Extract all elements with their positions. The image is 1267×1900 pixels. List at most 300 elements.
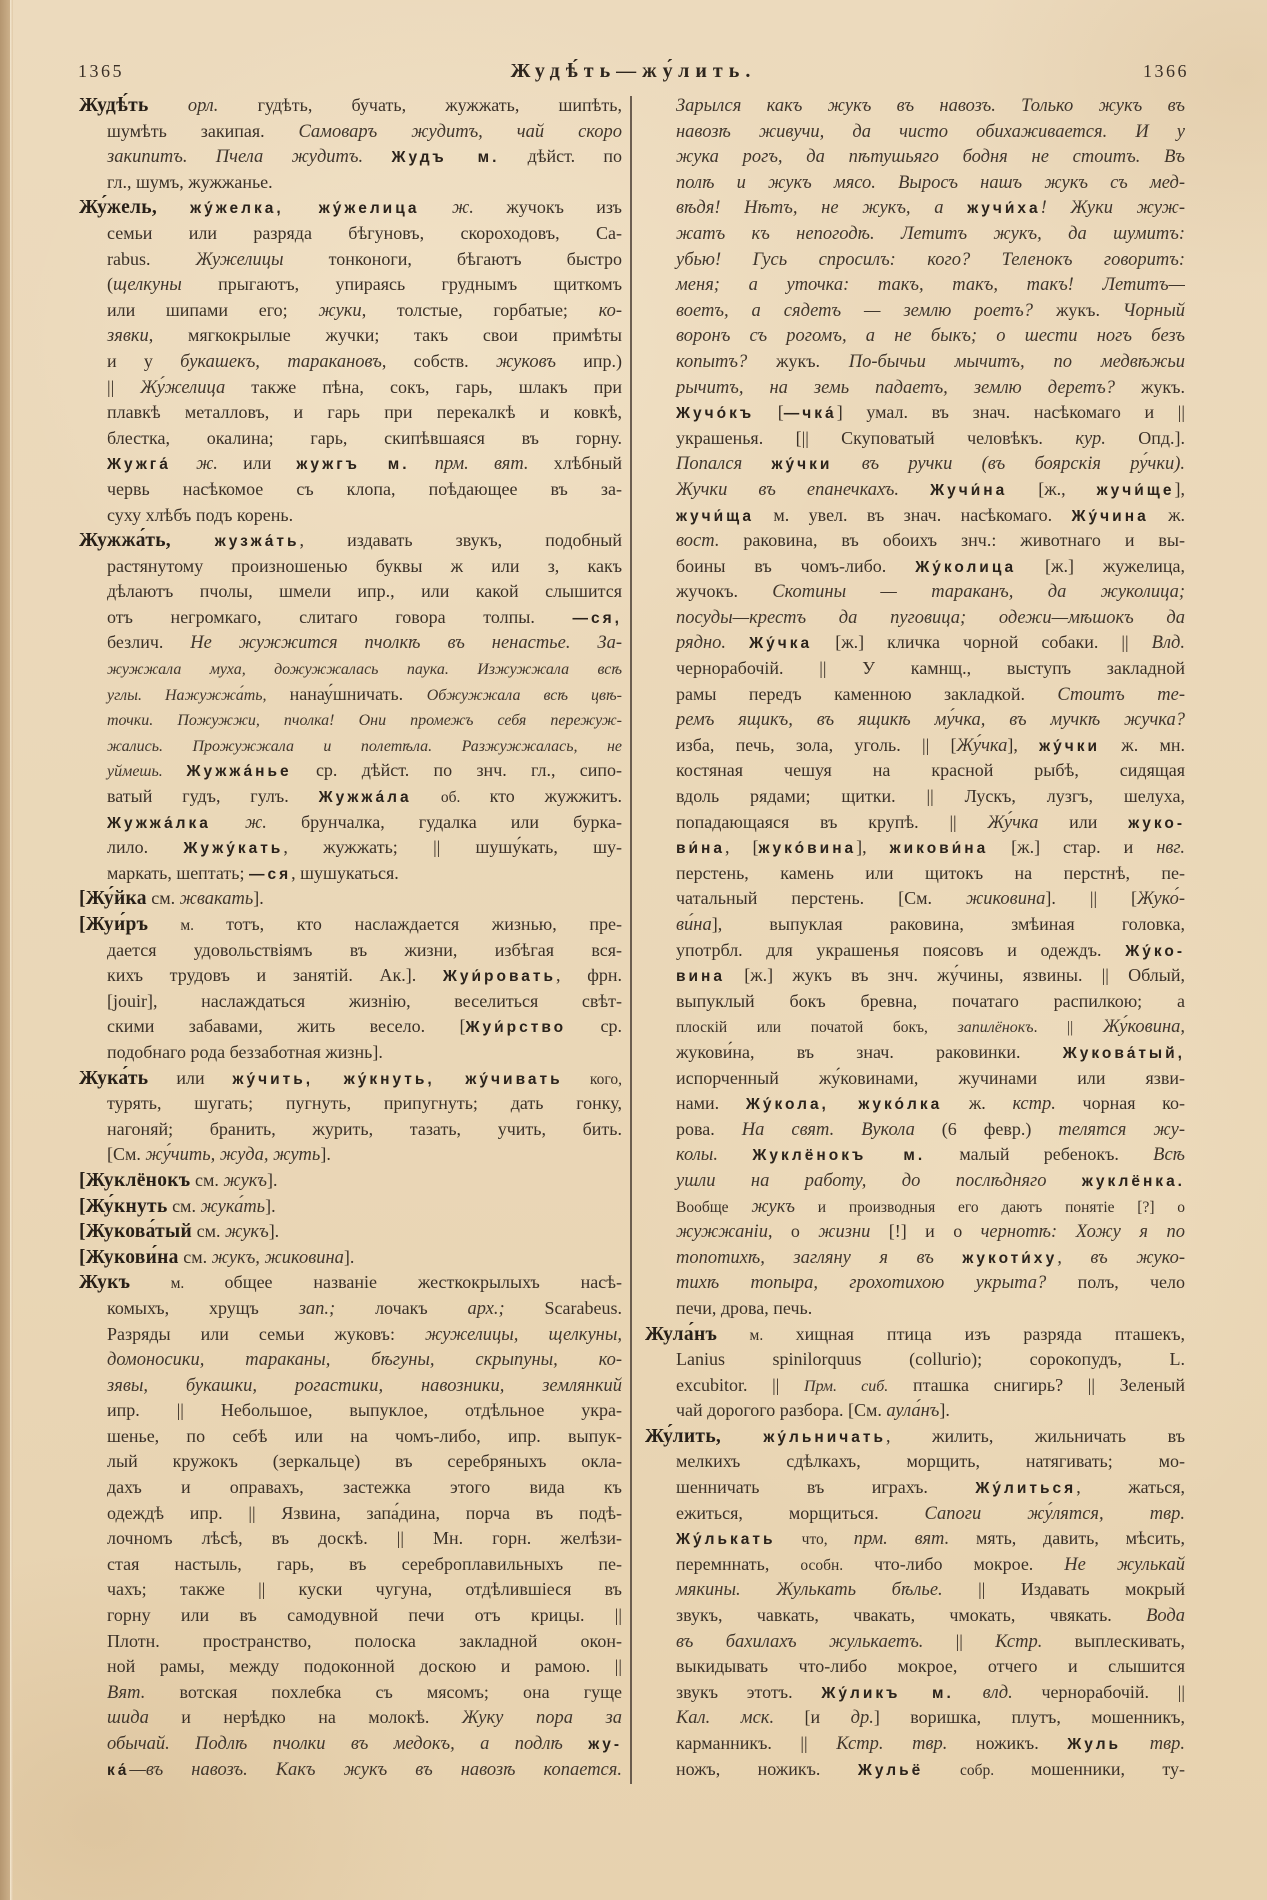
italic-text: Всѣ bbox=[1153, 1145, 1185, 1166]
body-text: брунчалка, гудалка или бурка- bbox=[301, 811, 622, 832]
italic-text: домоносики, тараканы, бѣгуны, скрыпуны, ко- bbox=[107, 1350, 622, 1371]
body-text: || Издавать мокрый bbox=[942, 1579, 1185, 1600]
italic-text: жука рогъ, да пѣтушьяго бодня не стоитъ. Въ bbox=[676, 147, 1185, 168]
text-line bbox=[645, 989, 1185, 1015]
body-text: Scarabeus. bbox=[504, 1297, 622, 1318]
italic-text: въ бахилахъ жулькаетъ. bbox=[676, 1631, 924, 1652]
body-text: рова. bbox=[676, 1118, 742, 1139]
entry-first-line bbox=[645, 1424, 1185, 1450]
sub-headword: жу́чки bbox=[1039, 737, 1101, 755]
body-text: [ж.] жукъ въ знч. жу́чины, язвины. || Облый, bbox=[725, 965, 1185, 986]
body-text: rabus. bbox=[107, 248, 196, 269]
text-line bbox=[645, 1014, 1185, 1040]
example-text: уймешь. bbox=[107, 763, 187, 781]
italic-text: полѣ и жукъ мясо. Выросъ нашъ жукъ съ мед- bbox=[676, 172, 1185, 193]
body-text: ] воришка, плутъ, мошенникъ, bbox=[873, 1707, 1185, 1728]
body-text: чернорабочій. || У камнщ., выступъ закладной bbox=[676, 658, 1185, 679]
sub-headword: Жукова́тый, bbox=[1062, 1044, 1185, 1062]
text-line bbox=[645, 938, 1185, 964]
text-line bbox=[645, 451, 1185, 477]
italic-text: жужжаніи bbox=[676, 1222, 768, 1243]
abbreviation-text: м. bbox=[148, 917, 227, 934]
text-line bbox=[645, 1219, 1185, 1245]
italic-text: Вода bbox=[1146, 1606, 1185, 1627]
body-text: || bbox=[107, 376, 141, 397]
body-text: рамы передъ каменною закладкой. bbox=[676, 683, 1058, 704]
text-line bbox=[79, 1680, 622, 1706]
entry-first-line bbox=[79, 912, 622, 938]
text-line bbox=[79, 682, 622, 708]
body-text: кто жужжитъ. bbox=[489, 786, 622, 807]
body-text: дается удовольствіямъ въ жизни, избѣгая вся- bbox=[107, 939, 622, 960]
italic-text: щелкуны bbox=[113, 275, 182, 296]
text-line bbox=[645, 835, 1185, 861]
text-line bbox=[79, 1091, 622, 1117]
body-text: чатальный перстень. [См. bbox=[676, 888, 966, 909]
italic-text: кстр. bbox=[1012, 1094, 1056, 1115]
body-text: шенье, по себѣ или на чомъ-либо, ипр. выпук- bbox=[107, 1425, 622, 1446]
abbreviation-text: об. bbox=[411, 789, 490, 807]
italic-text: посуды—крестъ да пуговица; одежи—мѣшокъ да bbox=[676, 607, 1185, 628]
body-text: пташка снигирь? || Зеленый bbox=[888, 1374, 1185, 1395]
text-line bbox=[645, 1347, 1185, 1373]
italic-text: рычитъ, на земь падаетъ, землю деретъ? bbox=[676, 377, 1141, 398]
italic-text: жвакать bbox=[179, 889, 254, 910]
italic-text: Зарылся какъ жукъ въ навозъ. Только жукъ въ bbox=[676, 96, 1185, 116]
body-text: ], выпуклая раковина, змѣиная головка, bbox=[711, 914, 1185, 934]
text-line bbox=[645, 1296, 1185, 1322]
body-text: ж. bbox=[1148, 504, 1185, 525]
sub-headword: Жучи́на bbox=[930, 481, 1008, 499]
italic-text: Скотины — тараканъ, да жуколица; bbox=[772, 582, 1185, 603]
entry-first-line bbox=[79, 1066, 622, 1092]
italic-text: жукъ bbox=[223, 1170, 268, 1191]
body-text: кихъ трудовъ и занятій. Ак.]. bbox=[107, 965, 443, 986]
body-text: Опд.]. bbox=[1105, 427, 1185, 448]
sub-headword: жу́чить, жу́кнуть, жу́чивать bbox=[232, 1070, 563, 1088]
right-text-column bbox=[645, 93, 1185, 1782]
text-line bbox=[645, 1142, 1185, 1168]
text-line bbox=[79, 323, 622, 349]
text-line bbox=[645, 784, 1185, 810]
body-text: ж. мн. bbox=[1100, 734, 1185, 755]
sub-headword: жужгъ м. bbox=[296, 456, 410, 474]
body-text: м. увел. въ знач. насѣкомаго. bbox=[754, 504, 1072, 525]
body-text: , собств. bbox=[381, 350, 496, 371]
body-text: подобнаго рода беззаботная жизнь]. bbox=[107, 1041, 383, 1062]
text-line bbox=[645, 1449, 1185, 1475]
body-text: ] умал. въ знач. насѣкомаго и || bbox=[836, 402, 1185, 423]
text-line bbox=[645, 170, 1185, 196]
example-text: жужжала муха, дожужжалась паука. Изжужжала всѣ bbox=[107, 661, 622, 679]
italic-text: мякины. Жулькать бѣлье. bbox=[676, 1580, 943, 1601]
text-line bbox=[645, 1501, 1185, 1527]
text-line bbox=[645, 1040, 1185, 1066]
text-line bbox=[645, 1629, 1185, 1655]
text-line bbox=[79, 1705, 622, 1731]
entry-first-line bbox=[79, 1270, 622, 1296]
body-text: , издавать звукъ, подобный bbox=[299, 530, 622, 551]
italic-text: По-бычьи мычитъ, по медвѣжьи bbox=[848, 351, 1185, 372]
entry-headword: Жукъ bbox=[79, 1272, 131, 1294]
text-line bbox=[645, 375, 1185, 401]
text-line bbox=[79, 298, 622, 324]
sub-headword: Жуи́ровать bbox=[442, 968, 557, 986]
body-text: боины въ чомъ-либо. bbox=[676, 555, 916, 576]
italic-text: копытъ? bbox=[676, 351, 777, 372]
italic-text: Жужелицы bbox=[195, 249, 284, 270]
entry-headword: [Жуи́ръ bbox=[79, 914, 149, 935]
body-text: см. bbox=[190, 1169, 224, 1190]
body-text: [ж., bbox=[1007, 478, 1097, 499]
body-text: вотская похлебка съ мясомъ; она гуще bbox=[145, 1681, 622, 1702]
text-line bbox=[79, 733, 622, 759]
text-line bbox=[645, 272, 1185, 298]
text-line bbox=[79, 119, 622, 145]
body-text: [ж.] стар. и bbox=[988, 837, 1157, 858]
body-text: жукъ. bbox=[1055, 299, 1123, 320]
text-line bbox=[645, 1526, 1185, 1552]
body-text: ж. bbox=[942, 1093, 1013, 1114]
text-line bbox=[645, 400, 1185, 426]
body-text: чорная ко- bbox=[1055, 1093, 1185, 1114]
sub-headword: Жуклёнокъ м. bbox=[752, 1147, 926, 1165]
italic-text: Жу́желица bbox=[140, 377, 226, 398]
text-line bbox=[645, 1117, 1185, 1143]
italic-text: меня; а уточка: такъ, такъ, такъ! Летитъ— bbox=[676, 275, 1185, 296]
italic-text: Попался bbox=[676, 454, 772, 475]
text-line bbox=[645, 886, 1185, 912]
body-text: мошенники, ту- bbox=[1030, 1758, 1185, 1779]
body-text: или шипами его; bbox=[107, 299, 319, 320]
sub-headword: вина bbox=[676, 968, 726, 986]
italic-text: влд. bbox=[953, 1682, 1013, 1703]
entry-first-line bbox=[79, 93, 622, 119]
body-text: , шушукаться. bbox=[291, 862, 399, 883]
body-text: , фрн. bbox=[556, 965, 622, 986]
body-text: перемннать, bbox=[676, 1553, 801, 1574]
body-text: Lanius spinilorquus (collurio); сорокопудъ, L. bbox=[676, 1349, 1185, 1370]
body-text: ной рамы, между подоконной доскою и рамою. || bbox=[107, 1656, 622, 1677]
body-text: , толстые, горбатые; bbox=[361, 299, 599, 320]
text-line bbox=[79, 963, 622, 989]
sub-headword: жуко́вина bbox=[758, 840, 857, 858]
text-line bbox=[645, 1680, 1185, 1706]
abbreviation-text: что, bbox=[775, 1531, 854, 1549]
italic-text: Не жулькай bbox=[1064, 1554, 1185, 1575]
text-line bbox=[79, 144, 622, 170]
abbreviation-text: кого, bbox=[562, 1070, 622, 1088]
body-text: [ bbox=[754, 402, 784, 423]
body-text: стая настыль, гарь, въ сереброплавильныхъ пе- bbox=[107, 1553, 622, 1574]
italic-text: Кстр. твр. bbox=[836, 1734, 948, 1754]
text-line bbox=[79, 221, 622, 247]
italic-text: жизни bbox=[818, 1222, 871, 1243]
body-text: жукови́на, въ знач. раковинки. bbox=[676, 1041, 1063, 1062]
text-line bbox=[645, 477, 1185, 503]
sub-headword: ка́ bbox=[107, 1761, 130, 1779]
body-text: , жилить, жильничать въ bbox=[885, 1425, 1185, 1446]
sub-headword: Жужу́кать bbox=[183, 840, 284, 858]
entry-first-line bbox=[79, 886, 622, 912]
body-text: семьи или разряда бѣгуновъ, скороходовъ, Ca- bbox=[107, 222, 622, 243]
body-text: ножикъ. bbox=[947, 1733, 1068, 1753]
body-text: и у bbox=[107, 350, 181, 371]
italic-text: жуковъ bbox=[495, 351, 556, 372]
body-text: ], bbox=[1174, 478, 1185, 499]
italic-text: жукъ bbox=[225, 1222, 269, 1243]
body-text: см. bbox=[178, 1246, 212, 1267]
sub-headword: —ся, bbox=[572, 609, 622, 627]
text-line bbox=[645, 810, 1185, 836]
text-line bbox=[645, 707, 1185, 733]
text-line bbox=[79, 451, 622, 477]
sub-headword: Жужжа́лка bbox=[107, 814, 211, 832]
italic-text: телятся жу- bbox=[1058, 1119, 1185, 1140]
body-text: , [ bbox=[725, 837, 759, 858]
text-line bbox=[79, 426, 622, 452]
body-text: также пѣна, сокъ, гарь, шлакъ при bbox=[225, 376, 622, 397]
body-text: мелкихъ сдѣлкахъ, морщить, натягивать; мо- bbox=[676, 1451, 1185, 1472]
body-text: дѣйст. по bbox=[499, 146, 622, 167]
entry-headword: [Жукова́тый bbox=[79, 1221, 193, 1243]
text-line bbox=[79, 1424, 622, 1450]
italic-text: , въ жуко- bbox=[1057, 1247, 1185, 1268]
body-text: , мягкокрылые жучки; такъ свои примѣты bbox=[148, 325, 622, 346]
example-text: жались. Прожужжала и полетѣла. Разжужжалась, не bbox=[107, 737, 622, 755]
body-text: или bbox=[1038, 811, 1129, 832]
abbreviation-text: плоскій или початой бокъ, bbox=[676, 1019, 958, 1037]
italic-text: жукъ bbox=[751, 1196, 795, 1217]
text-line bbox=[645, 656, 1185, 682]
sub-headword: Жуль bbox=[1067, 1736, 1122, 1753]
italic-text: ко- bbox=[598, 300, 622, 321]
sub-headword: Жуи́рство bbox=[465, 1019, 567, 1037]
body-text: жукъ. bbox=[776, 350, 849, 371]
italic-text: вѣдя! Нѣтъ, не жукъ, а bbox=[676, 198, 968, 219]
body-text: изба, печь, зола, уголь. || [ bbox=[676, 734, 957, 755]
text-line bbox=[79, 1014, 622, 1040]
sub-headword: —чка́ bbox=[783, 405, 837, 423]
text-line bbox=[79, 375, 622, 401]
text-line bbox=[79, 503, 622, 529]
italic-text: Вят. bbox=[107, 1682, 146, 1703]
text-line bbox=[79, 1117, 622, 1143]
abbreviation-text: особн. bbox=[800, 1556, 844, 1574]
sub-headword: —ся bbox=[249, 865, 292, 883]
text-line bbox=[79, 247, 622, 273]
text-line bbox=[645, 758, 1185, 784]
body-text: ]. bbox=[265, 1195, 276, 1216]
body-text: [ж.] кличка чорной собаки. || bbox=[812, 632, 1152, 653]
body-text: [См. bbox=[107, 1144, 146, 1165]
italic-text: зявы, букашки, рогастики, навозники, землянкий bbox=[107, 1375, 622, 1396]
text-line bbox=[79, 1322, 622, 1348]
example-text: запилёнокъ bbox=[957, 1019, 1034, 1037]
text-line bbox=[645, 1245, 1185, 1271]
text-line bbox=[645, 426, 1185, 452]
italic-text: твр. bbox=[1121, 1734, 1185, 1754]
sub-headword: Жужжа́нье bbox=[186, 763, 292, 781]
text-line bbox=[645, 579, 1185, 605]
body-text: малый ребенокъ. bbox=[925, 1144, 1154, 1165]
italic-text: ж. bbox=[210, 812, 302, 833]
italic-text: Жу́чка bbox=[987, 812, 1039, 833]
sub-headword: жучи́ха bbox=[967, 200, 1041, 218]
body-text: жукъ. bbox=[1141, 376, 1185, 397]
body-text: выплескивать, bbox=[1042, 1630, 1185, 1651]
italic-text: Кстр. bbox=[995, 1631, 1043, 1652]
text-line bbox=[645, 195, 1185, 221]
body-text: комыхъ, хрущъ bbox=[107, 1297, 299, 1318]
italic-text: жиковина bbox=[966, 889, 1046, 910]
italic-text: колы. bbox=[676, 1145, 753, 1166]
text-line bbox=[645, 733, 1185, 759]
body-text: ]. || [ bbox=[1045, 888, 1138, 909]
abbreviation-text: собр. bbox=[923, 1761, 1031, 1779]
example-text: Прм. сиб. bbox=[804, 1377, 889, 1395]
body-text: см. bbox=[167, 1195, 201, 1216]
text-line bbox=[645, 1577, 1185, 1603]
text-line bbox=[79, 170, 622, 196]
entry-headword: [Жуклёнокъ bbox=[79, 1169, 191, 1191]
body-text: гудѣть, бучать, жужжать, шипѣть, bbox=[257, 95, 622, 115]
text-line bbox=[645, 1398, 1185, 1424]
italic-text: въ ручки (въ боярскія ру́чки). bbox=[832, 454, 1185, 475]
italic-text: жу́чить, жуда, жуть bbox=[145, 1145, 321, 1166]
body-text: дахъ и оправахъ, застежка этого вида къ bbox=[107, 1477, 622, 1498]
body-text: жучокъ. bbox=[676, 581, 773, 602]
left-page-number: 1365 bbox=[78, 61, 124, 81]
body-text: чернорабочій. || bbox=[1012, 1681, 1185, 1702]
sub-headword: Жу́чка bbox=[749, 635, 813, 653]
body-text: безлич. bbox=[107, 632, 191, 653]
sub-headword: жуклёнка. bbox=[1081, 1172, 1185, 1190]
text-line bbox=[79, 1296, 622, 1322]
italic-text: аула́нъ bbox=[886, 1401, 940, 1422]
italic-text: Жуку пора за bbox=[461, 1708, 622, 1729]
italic-text: зявки bbox=[107, 326, 149, 347]
entry-headword: Жула́нъ bbox=[645, 1323, 718, 1345]
italic-text: Кал. мск. bbox=[676, 1708, 775, 1729]
text-line bbox=[645, 1757, 1185, 1783]
text-line bbox=[79, 1552, 622, 1578]
body-text: что-либо мокрое. bbox=[843, 1553, 1065, 1574]
abbreviation-text: м. bbox=[717, 1326, 796, 1344]
body-text: или bbox=[243, 453, 297, 474]
italic-text: тихѣ топыра, грохотихою укрыта? bbox=[676, 1273, 1078, 1294]
body-text: , жаться, bbox=[1076, 1477, 1185, 1498]
body-text: лило. bbox=[107, 837, 184, 858]
body-text: плавкѣ металловъ, и гарь при перекалкѣ и ковкѣ, bbox=[107, 402, 622, 423]
body-text: попадающаяся въ крупѣ. || bbox=[676, 811, 988, 832]
italic-text: нвг. bbox=[1156, 838, 1185, 859]
text-line bbox=[645, 528, 1185, 554]
body-text: лый кружокъ (зеркальце) въ серебряныхъ окла- bbox=[107, 1451, 622, 1472]
text-line bbox=[645, 1194, 1185, 1220]
sub-headword: жукоти́ху bbox=[962, 1249, 1058, 1267]
body-text: отъ негромкаго, слитаго говора толпы. bbox=[107, 606, 573, 627]
italic-text: Чорный bbox=[1122, 300, 1185, 321]
italic-text: убью! Гусь спросилъ: кого? Теленокъ говоритъ: bbox=[676, 249, 1185, 270]
abbreviation-text: м. bbox=[130, 1275, 225, 1293]
body-text: турять, шугать; пугнуть, припугнуть; дать гонку, bbox=[107, 1093, 622, 1114]
sub-headword: жикови́на bbox=[889, 840, 989, 858]
body-text: ипр.) bbox=[555, 350, 622, 371]
text-line bbox=[79, 1526, 622, 1552]
italic-text: ! Жуки жуж- bbox=[1040, 198, 1185, 219]
text-line bbox=[645, 682, 1185, 708]
body-text: ]. bbox=[253, 888, 264, 909]
body-text: ср. bbox=[566, 1016, 622, 1037]
sub-headword: Жу́колица bbox=[915, 558, 1017, 576]
text-line bbox=[79, 656, 622, 682]
text-line bbox=[645, 861, 1185, 887]
body-text: полъ, чело bbox=[1077, 1272, 1185, 1293]
abbreviation-text: и производныя его даютъ понятіе [?] о bbox=[795, 1198, 1185, 1216]
body-text: (6 февр.) bbox=[914, 1118, 1059, 1139]
text-line bbox=[645, 93, 1185, 119]
text-line bbox=[79, 835, 622, 861]
sub-headword: ви́на bbox=[676, 840, 726, 858]
body-text: [ж.] жужелица, bbox=[1016, 555, 1185, 576]
italic-text: Жу́ковина, bbox=[1102, 1017, 1185, 1038]
text-line bbox=[645, 1603, 1185, 1629]
body-text: прыгаютъ, упираясь груднымъ щиткомъ bbox=[181, 274, 622, 295]
body-text: червь насѣкомое съ клопа, поѣдающее въ за- bbox=[107, 478, 622, 499]
italic-text: Жу́чка bbox=[956, 735, 1008, 756]
text-line bbox=[645, 323, 1185, 349]
entry-headword: Жужжа́ть, bbox=[79, 530, 215, 552]
text-line bbox=[79, 349, 622, 375]
text-line bbox=[79, 477, 622, 503]
text-line bbox=[79, 272, 622, 298]
body-text: звукъ, чавкать, чвакать, чмокать, чвякать. bbox=[676, 1605, 1147, 1626]
body-text: украшенья. [|| Скуповатый человѣкъ. bbox=[676, 427, 1076, 448]
italic-text: орл. bbox=[148, 96, 258, 116]
text-line bbox=[79, 810, 622, 836]
body-text: хлѣбный bbox=[553, 453, 622, 474]
italic-text: жуки bbox=[318, 300, 362, 321]
text-line bbox=[79, 1398, 622, 1424]
italic-text: Сапоги жу́лятся, твр. bbox=[924, 1503, 1185, 1524]
body-text: гл., шумъ, жужжанье. bbox=[107, 171, 273, 192]
body-text: одеждѣ ипр. || Язвина, запа́дина, порча въ подѣ- bbox=[107, 1502, 622, 1523]
text-line bbox=[645, 1705, 1185, 1731]
body-text: суху хлѣбъ подъ корень. bbox=[107, 504, 294, 525]
body-text: ср. дѣйст. по знч. гл., сипо- bbox=[291, 760, 622, 781]
text-line bbox=[645, 1552, 1185, 1578]
italic-text: др. bbox=[850, 1708, 874, 1729]
text-line bbox=[79, 1577, 622, 1603]
sub-headword: Жу́ликъ м. bbox=[821, 1684, 954, 1702]
text-line bbox=[79, 784, 622, 810]
body-text: , о bbox=[767, 1221, 819, 1242]
body-text: см. bbox=[146, 888, 180, 909]
body-text: скими забавами, жить весело. [ bbox=[107, 1016, 466, 1037]
sub-headword: Жужга́ bbox=[107, 456, 171, 474]
text-line bbox=[645, 963, 1185, 989]
body-text: , жужжать; || шушу́кать, шу- bbox=[283, 837, 622, 858]
sub-headword: Жу́лькать bbox=[676, 1531, 776, 1549]
body-text: жучокъ изъ bbox=[506, 197, 622, 218]
entry-headword: Жука́ть bbox=[79, 1067, 149, 1089]
entry-first-line bbox=[79, 1245, 622, 1271]
body-text: ], bbox=[1007, 734, 1040, 755]
body-text: тотъ, кто наслаждается жизнью, пре- bbox=[226, 914, 622, 934]
abbreviation-text: Вообще bbox=[676, 1198, 752, 1216]
body-text: нанау́шничать. bbox=[289, 683, 427, 704]
